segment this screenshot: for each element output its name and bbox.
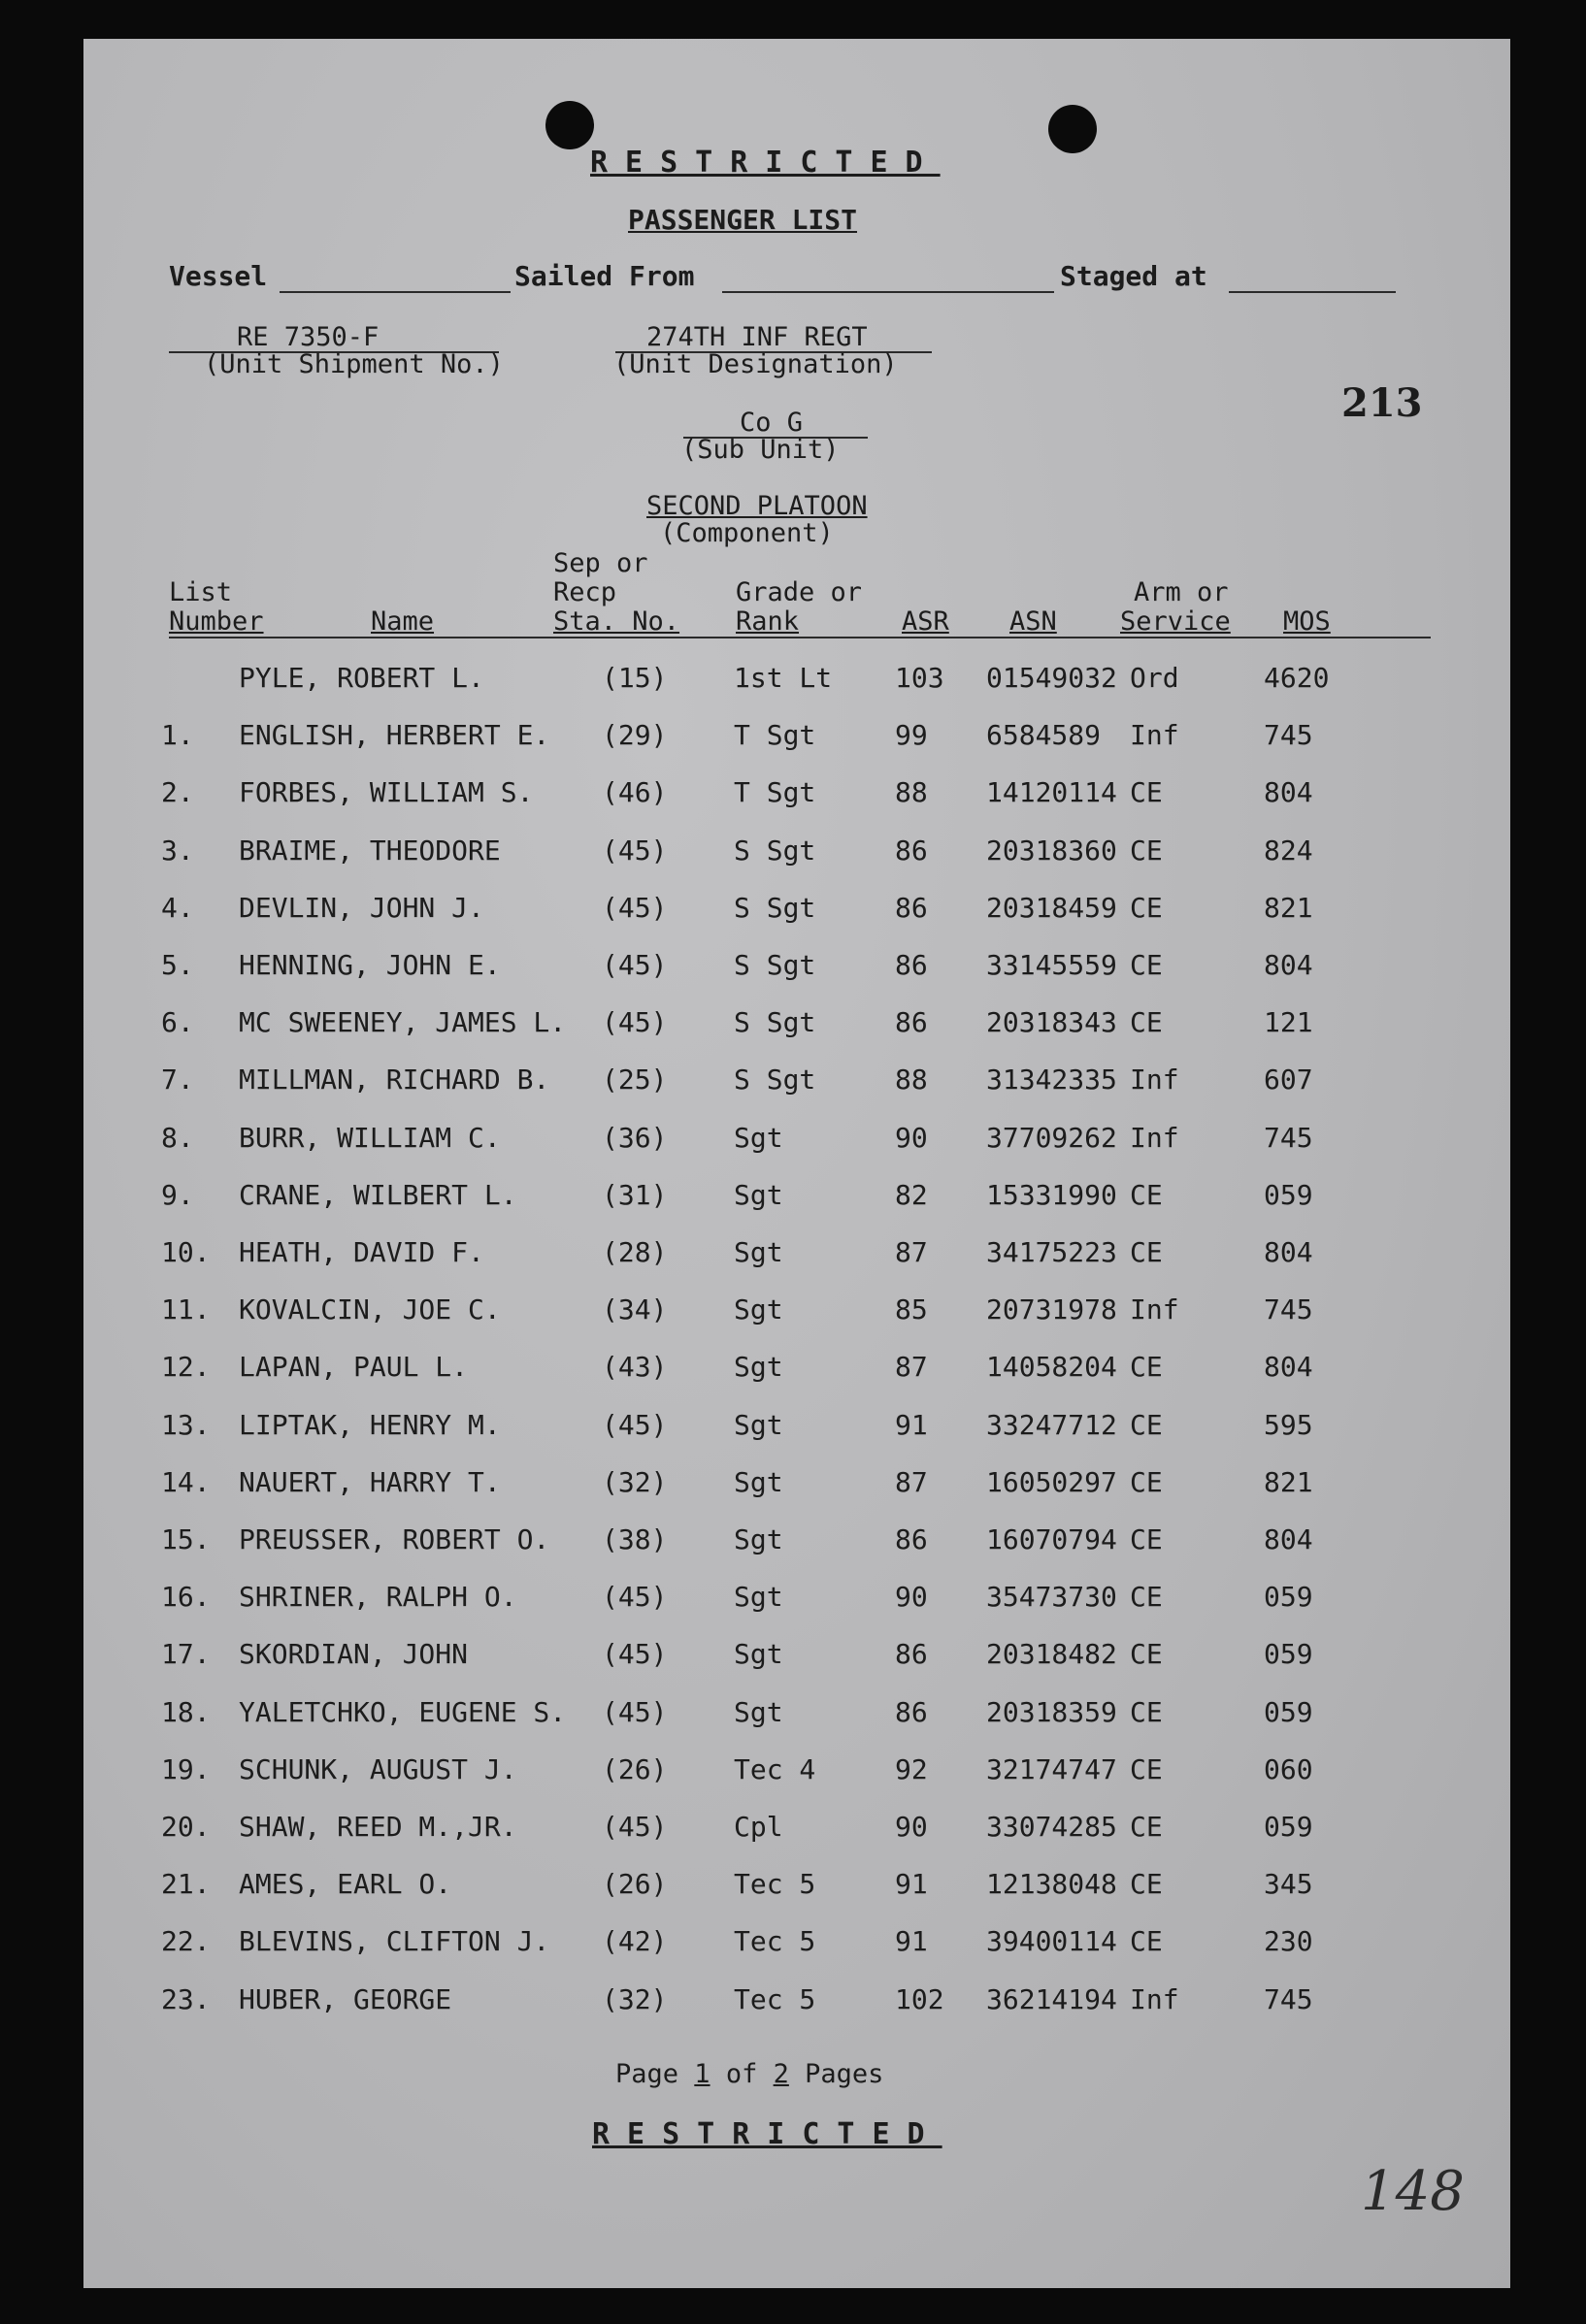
cell-asn: 20318343 <box>986 1006 1117 1039</box>
cell-sta: (29) <box>602 719 668 752</box>
cell-arm: CE <box>1130 1408 1163 1441</box>
cell-arm: CE <box>1130 1925 1163 1958</box>
cell-grade: Sgt <box>734 1408 783 1441</box>
cell-num: 17. <box>161 1638 211 1671</box>
table-row <box>83 1351 1510 1390</box>
cell-name: MC SWEENEY, JAMES L. <box>239 1006 567 1039</box>
table-row <box>83 1236 1510 1275</box>
cell-grade: Tec 5 <box>734 1925 816 1958</box>
cell-sta: (42) <box>602 1925 668 1958</box>
cell-asr: 90 <box>895 1581 928 1614</box>
cell-sta: (45) <box>602 1581 668 1614</box>
cell-arm: Inf <box>1130 1293 1179 1326</box>
cell-name: BRAIME, THEODORE <box>239 834 501 867</box>
cell-name: CRANE, WILBERT L. <box>239 1178 517 1211</box>
table-row <box>83 835 1510 873</box>
cell-name: HEATH, DAVID F. <box>239 1236 484 1268</box>
table-row <box>83 1581 1510 1620</box>
cell-sta: (32) <box>602 1465 668 1498</box>
cell-name: FORBES, WILLIAM S. <box>239 776 534 809</box>
cell-grade: Sgt <box>734 1236 783 1268</box>
cell-grade: S Sgt <box>734 1006 816 1039</box>
table-row <box>83 1409 1510 1448</box>
col-list-number: List Number <box>169 577 264 637</box>
cell-grade: Tec 4 <box>734 1752 816 1785</box>
table-row <box>83 1122 1510 1161</box>
cell-name: PYLE, ROBERT L. <box>239 662 484 694</box>
cell-sta: (45) <box>602 1408 668 1441</box>
cell-asn: 14058204 <box>986 1351 1117 1384</box>
cell-num: 7. <box>161 1064 194 1097</box>
cell-num: 8. <box>161 1121 194 1154</box>
page-stamp-number: 213 <box>1341 380 1423 426</box>
cell-mos: 804 <box>1264 776 1313 809</box>
table-row <box>83 1293 1510 1332</box>
cell-arm: CE <box>1130 1465 1163 1498</box>
cell-asr: 103 <box>895 662 944 694</box>
cell-asn: 36214194 <box>986 1982 1117 2015</box>
cell-mos: 607 <box>1264 1064 1313 1097</box>
cell-num: 11. <box>161 1293 211 1326</box>
cell-grade: Sgt <box>734 1178 783 1211</box>
cell-asr: 87 <box>895 1465 928 1498</box>
cell-asr: 91 <box>895 1868 928 1901</box>
cell-num: 23. <box>161 1982 211 2015</box>
cell-asr: 88 <box>895 776 928 809</box>
cell-grade: S Sgt <box>734 1064 816 1097</box>
col-name: Name <box>371 606 435 637</box>
cell-mos: 059 <box>1264 1638 1313 1671</box>
cell-arm: CE <box>1130 834 1163 867</box>
unit-shipment-number: RE 7350-F <box>237 322 380 352</box>
cell-name: BURR, WILLIAM C. <box>239 1121 501 1154</box>
table-row <box>83 1006 1510 1045</box>
cell-num: 15. <box>161 1523 211 1555</box>
cell-arm: CE <box>1130 1638 1163 1671</box>
cell-asn: 35473730 <box>986 1581 1117 1614</box>
cell-asr: 102 <box>895 1982 944 2015</box>
table-row <box>83 1868 1510 1907</box>
cell-sta: (45) <box>602 1695 668 1728</box>
cell-num: 12. <box>161 1351 211 1384</box>
cell-mos: 060 <box>1264 1752 1313 1785</box>
cell-grade: Sgt <box>734 1351 783 1384</box>
table-row <box>83 719 1510 758</box>
cell-sta: (32) <box>602 1982 668 2015</box>
cell-name: AMES, EARL O. <box>239 1868 452 1901</box>
cell-grade: S Sgt <box>734 891 816 924</box>
cell-mos: 4620 <box>1264 662 1330 694</box>
cell-name: SHRINER, RALPH O. <box>239 1581 517 1614</box>
cell-num: 21. <box>161 1868 211 1901</box>
table-row <box>83 1811 1510 1849</box>
col-mos: MOS <box>1283 606 1331 637</box>
cell-sta: (26) <box>602 1868 668 1901</box>
cell-num: 22. <box>161 1925 211 1958</box>
cell-asr: 88 <box>895 1064 928 1097</box>
cell-sta: (45) <box>602 834 668 867</box>
cell-mos: 595 <box>1264 1408 1313 1441</box>
handwritten-number: 148 <box>1361 2160 1465 2223</box>
cell-name: SCHUNK, AUGUST J. <box>239 1752 517 1785</box>
document-page <box>83 39 1510 2288</box>
sailed-from-blank-line <box>722 291 1054 293</box>
unit-designation-label: (Unit Designation) <box>613 349 898 379</box>
cell-name: PREUSSER, ROBERT O. <box>239 1523 550 1555</box>
cell-asr: 86 <box>895 1695 928 1728</box>
vessel-blank-line <box>280 291 511 293</box>
cell-arm: Ord <box>1130 662 1179 694</box>
punch-hole-left <box>545 101 594 149</box>
cell-asr: 92 <box>895 1752 928 1785</box>
cell-asr: 91 <box>895 1408 928 1441</box>
table-row <box>83 892 1510 931</box>
cell-asr: 99 <box>895 719 928 752</box>
table-row <box>83 1064 1510 1102</box>
cell-asn: 6584589 <box>986 719 1102 752</box>
col-sep-station: Sep or Recp Sta. No. <box>553 548 680 637</box>
cell-arm: CE <box>1130 1695 1163 1728</box>
table-row <box>83 662 1510 701</box>
cell-grade: Cpl <box>734 1811 783 1843</box>
cell-mos: 121 <box>1264 1006 1313 1039</box>
cell-asn: 14120114 <box>986 776 1117 809</box>
cell-asn: 31342335 <box>986 1064 1117 1097</box>
cell-asn: 33247712 <box>986 1408 1117 1441</box>
cell-grade: Sgt <box>734 1523 783 1555</box>
cell-asn: 01549032 <box>986 662 1117 694</box>
cell-mos: 059 <box>1264 1581 1313 1614</box>
cell-mos: 059 <box>1264 1811 1313 1843</box>
cell-grade: Tec 5 <box>734 1868 816 1901</box>
cell-asr: 87 <box>895 1236 928 1268</box>
cell-grade: S Sgt <box>734 949 816 981</box>
cell-asn: 39400114 <box>986 1925 1117 1958</box>
cell-name: YALETCHKO, EUGENE S. <box>239 1695 567 1728</box>
cell-name: ENGLISH, HERBERT E. <box>239 719 550 752</box>
cell-asn: 15331990 <box>986 1178 1117 1211</box>
cell-grade: 1st Lt <box>734 662 833 694</box>
cell-num: 14. <box>161 1465 211 1498</box>
cell-asn: 20731978 <box>986 1293 1117 1326</box>
col-asr: ASR <box>902 606 949 637</box>
cell-grade: T Sgt <box>734 776 816 809</box>
table-row <box>83 1753 1510 1792</box>
cell-sta: (38) <box>602 1523 668 1555</box>
cell-mos: 059 <box>1264 1695 1313 1728</box>
table-row <box>83 1179 1510 1218</box>
cell-grade: Sgt <box>734 1465 783 1498</box>
cell-sta: (34) <box>602 1293 668 1326</box>
table-row <box>83 1523 1510 1562</box>
cell-num: 16. <box>161 1581 211 1614</box>
cell-name: HUBER, GEORGE <box>239 1982 452 2015</box>
cell-num: 18. <box>161 1695 211 1728</box>
cell-arm: Inf <box>1130 719 1179 752</box>
cell-sta: (45) <box>602 891 668 924</box>
cell-asr: 82 <box>895 1178 928 1211</box>
cell-sta: (36) <box>602 1121 668 1154</box>
cell-asr: 86 <box>895 1006 928 1039</box>
unit-designation: 274TH INF REGT <box>646 322 868 352</box>
cell-grade: S Sgt <box>734 834 816 867</box>
cell-grade: Sgt <box>734 1121 783 1154</box>
cell-asr: 90 <box>895 1811 928 1843</box>
cell-asr: 91 <box>895 1925 928 1958</box>
cell-mos: 745 <box>1264 1982 1313 2015</box>
cell-name: MILLMAN, RICHARD B. <box>239 1064 550 1097</box>
restricted-footer: RESTRICTED <box>592 2117 942 2151</box>
staged-at-label: Staged at <box>1060 260 1207 292</box>
cell-mos: 804 <box>1264 949 1313 981</box>
cell-mos: 804 <box>1264 1236 1313 1268</box>
header-underline <box>169 637 1431 638</box>
cell-asr: 86 <box>895 949 928 981</box>
cell-asn: 33074285 <box>986 1811 1117 1843</box>
cell-name: SHAW, REED M.,JR. <box>239 1811 517 1843</box>
passenger-list-title: PASSENGER LIST <box>628 204 858 236</box>
cell-num: 6. <box>161 1006 194 1039</box>
cell-mos: 745 <box>1264 1293 1313 1326</box>
cell-grade: Sgt <box>734 1293 783 1326</box>
cell-asn: 20318359 <box>986 1695 1117 1728</box>
cell-mos: 230 <box>1264 1925 1313 1958</box>
cell-sta: (26) <box>602 1752 668 1785</box>
cell-asn: 12138048 <box>986 1868 1117 1901</box>
cell-asn: 16050297 <box>986 1465 1117 1498</box>
component: SECOND PLATOON <box>646 491 868 521</box>
cell-grade: T Sgt <box>734 719 816 752</box>
cell-name: SKORDIAN, JOHN <box>239 1638 469 1671</box>
col-asn: ASN <box>1009 606 1057 637</box>
cell-sta: (45) <box>602 1638 668 1671</box>
cell-sta: (45) <box>602 1006 668 1039</box>
col-grade: Grade or Rank <box>736 577 863 637</box>
cell-asr: 86 <box>895 834 928 867</box>
cell-arm: CE <box>1130 1811 1163 1843</box>
cell-asn: 20318360 <box>986 834 1117 867</box>
sub-unit: Co G <box>740 408 804 438</box>
table-row <box>83 1983 1510 2022</box>
cell-num: 3. <box>161 834 194 867</box>
cell-num: 20. <box>161 1811 211 1843</box>
cell-name: LIPTAK, HENRY M. <box>239 1408 501 1441</box>
cell-mos: 804 <box>1264 1351 1313 1384</box>
cell-asn: 33145559 <box>986 949 1117 981</box>
cell-grade: Tec 5 <box>734 1982 816 2015</box>
cell-asn: 32174747 <box>986 1752 1117 1785</box>
cell-mos: 804 <box>1264 1523 1313 1555</box>
punch-hole-right <box>1048 105 1097 153</box>
cell-asr: 85 <box>895 1293 928 1326</box>
cell-asr: 87 <box>895 1351 928 1384</box>
cell-mos: 745 <box>1264 719 1313 752</box>
cell-arm: Inf <box>1130 1121 1179 1154</box>
cell-arm: CE <box>1130 1752 1163 1785</box>
cell-num: 4. <box>161 891 194 924</box>
table-row <box>83 949 1510 988</box>
cell-name: LAPAN, PAUL L. <box>239 1351 469 1384</box>
cell-sta: (43) <box>602 1351 668 1384</box>
cell-arm: CE <box>1130 1006 1163 1039</box>
cell-sta: (15) <box>602 662 668 694</box>
cell-num: 19. <box>161 1752 211 1785</box>
cell-grade: Sgt <box>734 1695 783 1728</box>
cell-mos: 059 <box>1264 1178 1313 1211</box>
cell-num: 1. <box>161 719 194 752</box>
cell-asr: 86 <box>895 1638 928 1671</box>
table-row <box>83 776 1510 815</box>
cell-asn: 37709262 <box>986 1121 1117 1154</box>
cell-arm: CE <box>1130 949 1163 981</box>
cell-grade: Sgt <box>734 1638 783 1671</box>
cell-name: NAUERT, HARRY T. <box>239 1465 501 1498</box>
cell-arm: CE <box>1130 776 1163 809</box>
cell-num: 5. <box>161 949 194 981</box>
cell-asn: 34175223 <box>986 1236 1117 1268</box>
cell-asr: 86 <box>895 1523 928 1555</box>
cell-name: HENNING, JOHN E. <box>239 949 501 981</box>
unit-shipment-label: (Unit Shipment No.) <box>204 349 504 379</box>
cell-sta: (31) <box>602 1178 668 1211</box>
table-row <box>83 1638 1510 1677</box>
cell-mos: 345 <box>1264 1868 1313 1901</box>
cell-sta: (25) <box>602 1064 668 1097</box>
cell-num: 13. <box>161 1408 211 1441</box>
col-arm-service: Arm or Service <box>1120 577 1231 637</box>
cell-arm: CE <box>1130 1178 1163 1211</box>
cell-mos: 821 <box>1264 891 1313 924</box>
cell-mos: 824 <box>1264 834 1313 867</box>
cell-name: BLEVINS, CLIFTON J. <box>239 1925 550 1958</box>
cell-sta: (45) <box>602 949 668 981</box>
cell-num: 10. <box>161 1236 211 1268</box>
cell-arm: CE <box>1130 1236 1163 1268</box>
sub-unit-label: (Sub Unit) <box>681 435 840 465</box>
cell-num: 2. <box>161 776 194 809</box>
cell-arm: Inf <box>1130 1982 1179 2015</box>
page-indicator: Page 1 of 2 Pages <box>615 2059 884 2089</box>
cell-asr: 90 <box>895 1121 928 1154</box>
cell-sta: (46) <box>602 776 668 809</box>
table-row <box>83 1466 1510 1505</box>
cell-mos: 821 <box>1264 1465 1313 1498</box>
cell-sta: (45) <box>602 1811 668 1843</box>
cell-arm: CE <box>1130 891 1163 924</box>
cell-asn: 16070794 <box>986 1523 1117 1555</box>
cell-asn: 20318459 <box>986 891 1117 924</box>
cell-arm: CE <box>1130 1581 1163 1614</box>
cell-arm: CE <box>1130 1523 1163 1555</box>
table-row <box>83 1925 1510 1964</box>
component-label: (Component) <box>660 518 834 548</box>
cell-num: 9. <box>161 1178 194 1211</box>
cell-grade: Sgt <box>734 1581 783 1614</box>
cell-name: KOVALCIN, JOE C. <box>239 1293 501 1326</box>
vessel-label: Vessel <box>169 260 268 292</box>
table-row <box>83 1696 1510 1735</box>
cell-mos: 745 <box>1264 1121 1313 1154</box>
cell-asn: 20318482 <box>986 1638 1117 1671</box>
sailed-from-label: Sailed From <box>514 260 695 292</box>
cell-arm: CE <box>1130 1868 1163 1901</box>
cell-sta: (28) <box>602 1236 668 1268</box>
cell-name: DEVLIN, JOHN J. <box>239 891 484 924</box>
staged-at-blank-line <box>1229 291 1396 293</box>
cell-arm: Inf <box>1130 1064 1179 1097</box>
restricted-heading: RESTRICTED <box>590 146 941 180</box>
cell-arm: CE <box>1130 1351 1163 1384</box>
cell-asr: 86 <box>895 891 928 924</box>
